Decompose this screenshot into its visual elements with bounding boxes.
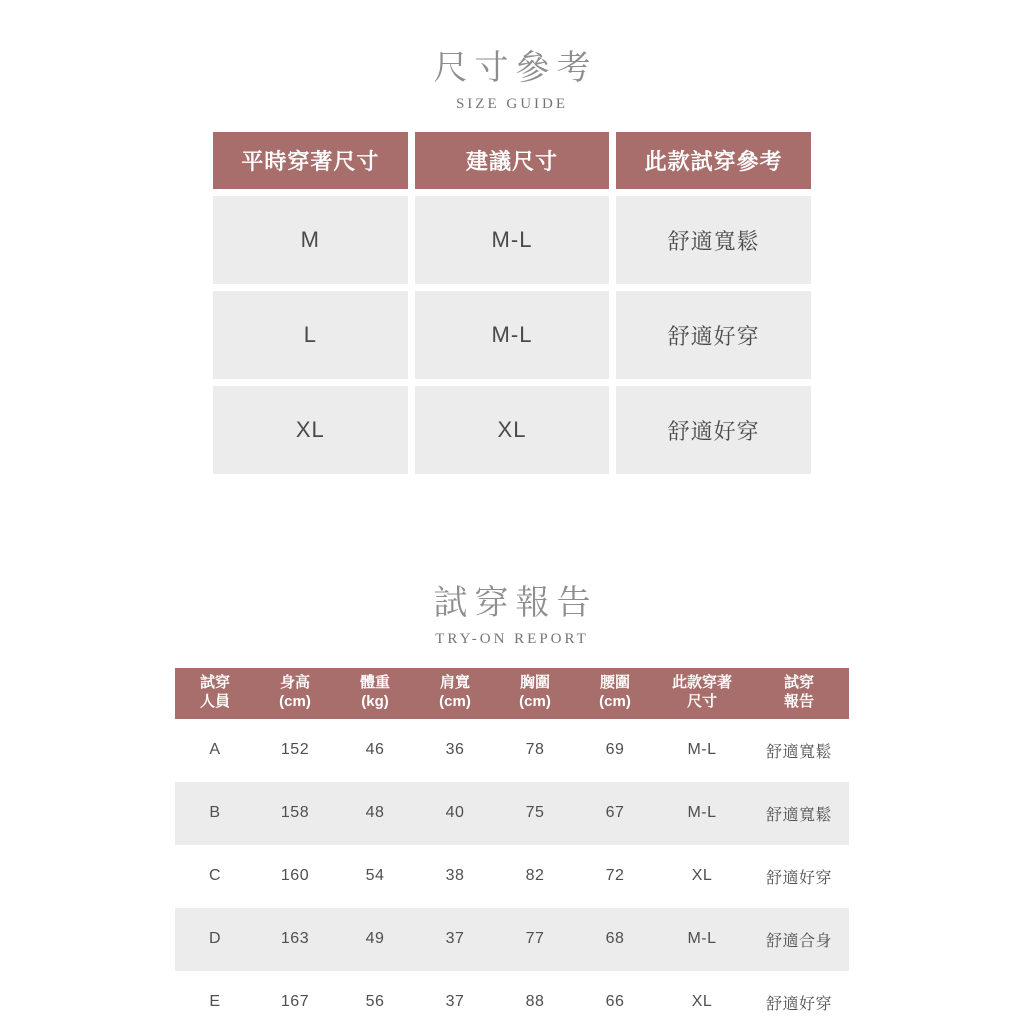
try-on-cell: 46	[365, 741, 385, 758]
try-on-header-line: (cm)	[439, 692, 471, 710]
try-on-cell: D	[208, 930, 222, 947]
size-guide-cell: M	[213, 196, 408, 284]
try-on-header-line: (cm)	[279, 692, 311, 710]
size-guide-cell: M-L	[415, 196, 610, 284]
try-on-cell: 37	[445, 993, 465, 1010]
try-on-cell: M-L	[687, 804, 717, 821]
try-on-header-cell	[335, 674, 415, 712]
try-on-cell: 69	[605, 741, 625, 758]
try-on-cell: 167	[280, 993, 310, 1010]
try-on-cell: XL	[691, 993, 713, 1010]
try-on-cell: 48	[365, 804, 385, 821]
try-on-cell: C	[208, 867, 222, 884]
try-on-header-line: (cm)	[519, 692, 551, 710]
try-on-header-cell	[749, 674, 849, 712]
try-on-header-cell	[175, 674, 255, 712]
try-on-cell: 77	[525, 930, 545, 947]
try-on-header-line: 此款穿著	[671, 674, 732, 691]
try-on-cell: 37	[445, 930, 465, 947]
try-on-cell: 75	[525, 804, 545, 821]
size-guide-cell: 舒適好穿	[616, 291, 811, 379]
try-on-cell: 78	[525, 741, 545, 758]
size-guide-header-cell: 平時穿著尺寸	[213, 132, 408, 189]
try-on-cell: 158	[280, 804, 310, 821]
try-on-header-line: 胸圍	[519, 674, 550, 691]
size-guide-cell: XL	[415, 386, 610, 474]
try-on-cell: M-L	[687, 741, 717, 758]
size-guide-header-cell: 此款試穿參考	[616, 132, 811, 189]
try-on-header-line: 腰圍	[599, 674, 630, 691]
size-guide-header-cell: 建議尺寸	[415, 132, 610, 189]
try-on-row	[175, 908, 849, 971]
size-guide-subtitle: SIZE GUIDE	[455, 96, 569, 112]
try-on-cell: 40	[445, 804, 465, 821]
try-on-subtitle: TRY-ON REPORT	[435, 631, 589, 647]
try-on-cell: 舒適寬鬆	[765, 806, 832, 824]
try-on-header-line: 試穿	[199, 674, 230, 691]
try-on-cell: 舒適寬鬆	[765, 743, 832, 761]
try-on-header-cell	[495, 674, 575, 712]
try-on-cell: 49	[365, 930, 385, 947]
try-on-header-row	[175, 668, 849, 719]
try-on-header-cell	[575, 674, 655, 712]
try-on-cell: 38	[445, 867, 465, 884]
try-on-cell: 152	[280, 741, 310, 758]
try-on-cell: 56	[365, 993, 385, 1010]
try-on-header-line: 體重	[359, 674, 390, 691]
try-on-header-line: 試穿	[783, 674, 814, 691]
try-on-header-line: 人員	[199, 692, 230, 710]
try-on-header-cell	[415, 674, 495, 712]
try-on-header-line: (cm)	[599, 692, 631, 710]
try-on-title: 試穿報告	[433, 584, 598, 622]
try-on-cell: 160	[280, 867, 310, 884]
try-on-header-line: 肩寬	[439, 674, 470, 691]
try-on-cell: E	[209, 993, 221, 1010]
try-on-row	[175, 782, 849, 845]
try-on-header-cell	[255, 674, 335, 712]
try-on-cell: 54	[365, 867, 385, 884]
try-on-cell: 舒適好穿	[765, 995, 832, 1013]
try-on-report-table	[175, 668, 849, 1034]
try-on-row	[175, 971, 849, 1034]
try-on-cell: 163	[280, 930, 310, 947]
try-on-cell: 72	[605, 867, 625, 884]
try-on-cell: M-L	[687, 930, 717, 947]
try-on-cell: 88	[525, 993, 545, 1010]
try-on-cell: 66	[605, 993, 625, 1010]
try-on-header-line: (kg)	[361, 692, 389, 710]
try-on-header-line: 報告	[783, 692, 814, 710]
size-guide-cell: 舒適好穿	[616, 386, 811, 474]
size-guide-cell: L	[213, 291, 408, 379]
size-guide-cell: XL	[213, 386, 408, 474]
try-on-header-cell	[655, 674, 749, 712]
try-on-cell: A	[209, 741, 221, 758]
try-on-header-line: 身高	[279, 674, 310, 691]
try-on-section-header	[0, 474, 1024, 648]
try-on-cell: 82	[525, 867, 545, 884]
size-guide-cell: 舒適寬鬆	[616, 196, 811, 284]
try-on-cell: 36	[445, 741, 465, 758]
try-on-cell: B	[209, 804, 221, 821]
size-guide-cell: M-L	[415, 291, 610, 379]
try-on-header-line: 尺寸	[686, 692, 717, 710]
size-guide-title: 尺寸參考	[433, 49, 598, 87]
try-on-cell: 68	[605, 930, 625, 947]
size-guide-table	[213, 132, 811, 474]
try-on-cell: 舒適好穿	[765, 869, 832, 887]
try-on-cell: 舒適合身	[765, 932, 832, 950]
try-on-row	[175, 719, 849, 782]
try-on-row	[175, 845, 849, 908]
try-on-cell: 67	[605, 804, 625, 821]
try-on-cell: XL	[691, 867, 713, 884]
size-guide-section-header	[0, 0, 1024, 113]
